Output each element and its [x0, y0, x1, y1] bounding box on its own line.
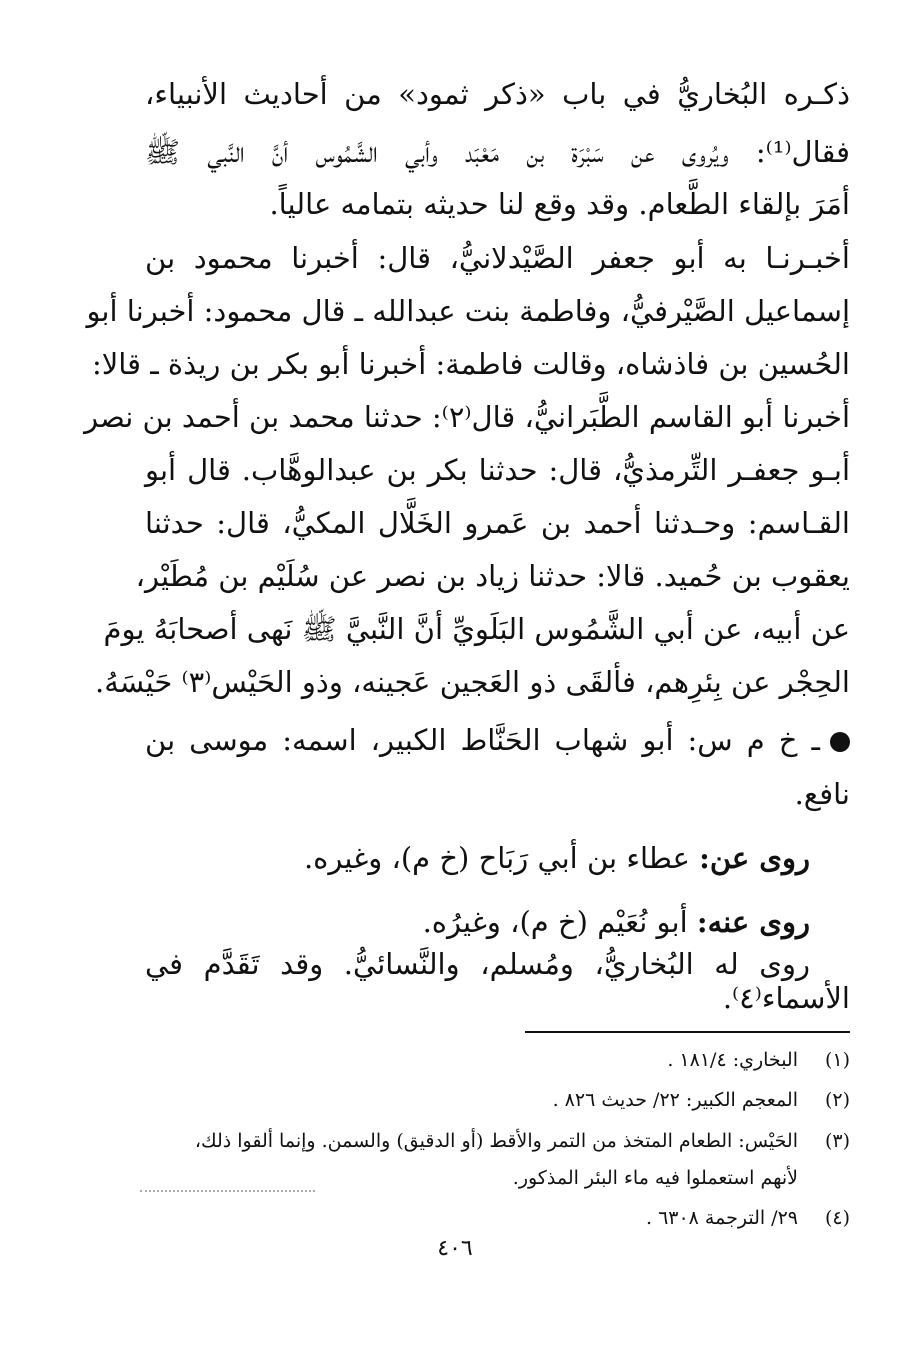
- body-line-2: فقال⁽¹⁾: ويُروى عن سَبْرَة بن مَعْبَد وأبي الشَّمُوس أنَّ النَّبي ﷺ: [145, 135, 850, 169]
- body-line-10: يعقوب بن حُميد. قالا: حدثنا زياد بن نصر عن سُلَيْم بن مُطَيْر،: [135, 559, 850, 593]
- body-line-9: القـاسم: وحـدثنا أحمد بن عَمرو الخَلَّال المكيُّ، قال: حدثنا: [145, 506, 850, 540]
- footnote-4: [145, 1203, 850, 1233]
- entry-heading-line: [145, 718, 850, 762]
- narrated-line-1: روى له البُخاريُّ، ومُسلم، والنَّسائيُّ. وقد تَقَدَّم في: [145, 947, 810, 981]
- footnote-text: ٢٩/ الترجمة ٦٣٠٨ .: [645, 1207, 798, 1229]
- narrated-from-label: روى عن:: [699, 841, 810, 875]
- narrated-from-text: عطاء بن أبي رَبَاح (خ م)، وغيره.: [303, 841, 690, 875]
- footnote-text: المعجم الكبير: ٢٢/ حديث ٨٢٦ .: [552, 1089, 798, 1111]
- page-number: ٤٠٦: [437, 1236, 473, 1261]
- footnote-divider: [525, 1031, 850, 1033]
- footnote-text: الحَيْس: الطعام المتخذ من التمر والأقط (أو الدقيق) والسمن. وإنما ألقوا ذلك،: [194, 1130, 798, 1152]
- body-line-4: أخبـرنـا به أبو جعفر الصَّيْدلانيُّ، قال: أخبرنا محمود بن: [145, 241, 850, 275]
- entry-heading-cont: نافع.: [794, 777, 850, 811]
- footnote-1: [145, 1045, 850, 1075]
- narrated-from-line: [145, 836, 850, 880]
- narrated-by-line: [145, 900, 850, 944]
- narrated-by-text: أبو نُعَيْم (خ م)، وغيرُه.: [422, 905, 688, 939]
- body-line-3: أمَرَ بإلقاء الطَّعام. وقد وقع لنا حديثه بتمامه عالياً.: [269, 187, 850, 221]
- bullet-icon: [830, 732, 850, 752]
- body-line-12: الحِجْر عن بِئرِهم، فألقَى ذو العَجين عَجينه، وذو الحَيْس⁽٣⁾ حَيْسَهُ.: [94, 665, 850, 699]
- narrated-by-label: روى عنه:: [696, 905, 810, 939]
- entry-heading: ـ خ م س: أبو شهاب الحَنَّاط الكبير، اسمه: موسى بن: [145, 723, 820, 757]
- body-line-6: الحُسين بن فاذشاه، وقالت فاطمة: أخبرنا أبو بكر بن ريذة ـ قالا:: [91, 347, 850, 381]
- footnote-number: (١): [824, 1049, 850, 1071]
- footnote-number: (٣): [824, 1130, 850, 1152]
- footnote-2: [145, 1085, 850, 1115]
- footnote-3-cont: لأنهم استعملوا فيه ماء البئر المذكور.: [512, 1167, 798, 1189]
- footnote-number: (٢): [824, 1089, 850, 1111]
- footnote-text: البخاري: ١٨١/٤ .: [667, 1049, 798, 1071]
- book-page: [60, 60, 850, 1280]
- footnote-3: [145, 1126, 850, 1156]
- narrated-line-2: الأسماء⁽٤⁾.: [722, 981, 850, 1015]
- body-line-1: ذكـره البُخاريُّ في باب «ذكر ثمود» من أحاديث الأنبياء،: [145, 77, 850, 111]
- footnote-number: (٤): [824, 1207, 850, 1229]
- dotted-separator: [140, 1190, 315, 1192]
- body-line-7: أخبرنا أبو القاسم الطَّبَرانيُّ، قال⁽٢⁾: حدثنا محمد بن أحمد بن نصر: [84, 400, 850, 434]
- body-line-5: إسماعيل الصَّيْرفيُّ، وفاطمة بنت عبدالله ـ قال محمود: أخبرنا أبو: [86, 294, 850, 328]
- body-line-8: أبـو جعفـر التِّرمذيُّ، قال: حدثنا بكر بن عبدالوهَّاب. قال أبو: [145, 453, 850, 487]
- body-line-11: عن أبيه، عن أبي الشَّمُوس البَلَويِّ أنَّ النَّبيَّ ﷺ نَهى أصحابَهُ يومَ: [103, 612, 850, 646]
